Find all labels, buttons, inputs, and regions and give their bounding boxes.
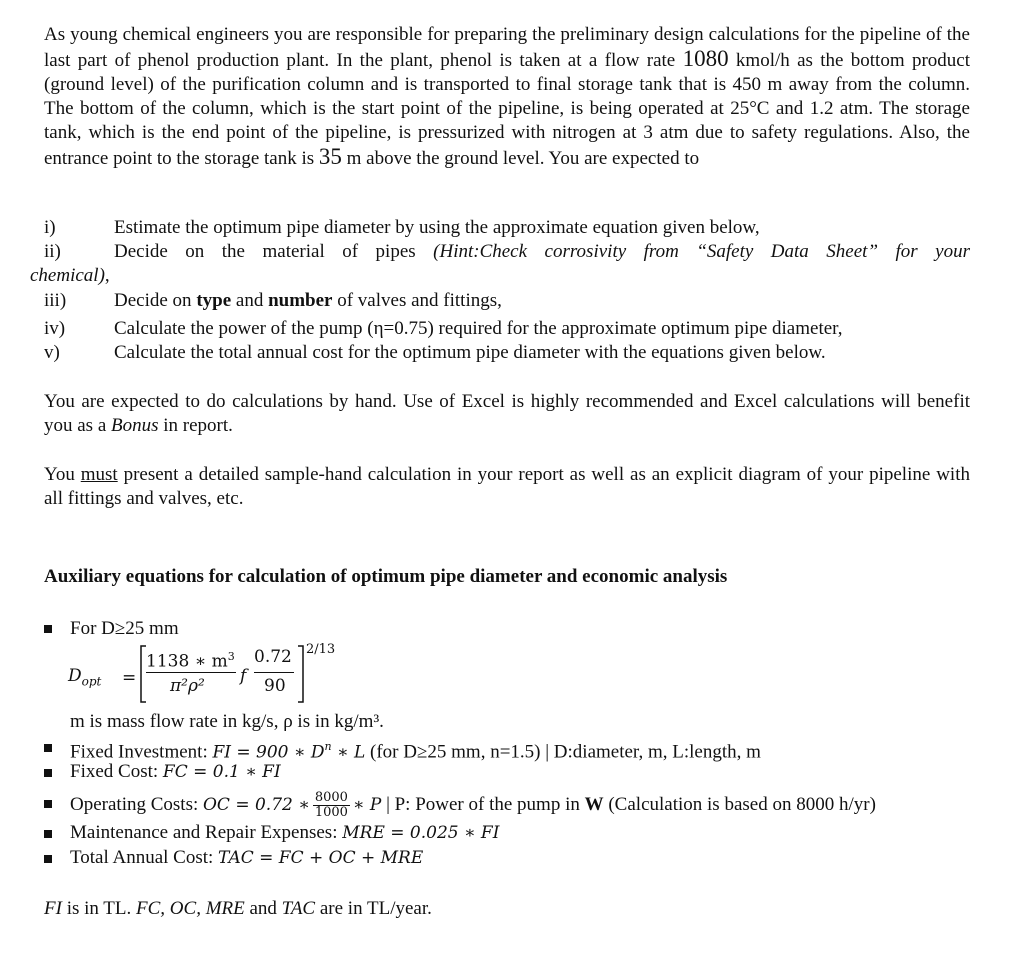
task-ii-continuation — [30, 264, 956, 288]
dopt-symbol — [68, 664, 101, 693]
dopt-subscript: opt — [81, 674, 102, 689]
fraction2-denominator: 90 — [264, 676, 286, 696]
oc-fraction — [313, 791, 350, 820]
dopt-letter: D — [68, 666, 82, 686]
bullet-marker — [44, 769, 52, 777]
task-iv-number: iv) — [44, 318, 66, 339]
task-i-number: i) — [44, 217, 56, 238]
fixed-cost-line — [70, 760, 281, 784]
bullet-marker — [44, 830, 52, 838]
oc-label: Operating Costs: — [70, 793, 203, 815]
task-iv-text: Calculate the power of the pump (η=0.75) required for the approximate optimum pipe diameter, — [114, 318, 843, 339]
task-i — [44, 216, 970, 240]
intro-paragraph — [44, 23, 970, 171]
task-iii-text-c: and — [231, 290, 269, 311]
friction-factor: f — [240, 666, 247, 686]
footer-fi: FI — [44, 898, 62, 919]
numerator-1-text: 1138 ∗ m — [146, 651, 228, 672]
footer-costs: FC, OC, MRE — [136, 898, 245, 919]
oc-denominator: 1000 — [314, 805, 348, 820]
fc-equation: FC = 0.1 ∗ FI — [162, 762, 281, 782]
tac-line — [70, 846, 423, 870]
fraction1-bar — [146, 672, 236, 673]
fc-label: Fixed Cost: — [70, 761, 163, 782]
fi-equation-2: ∗ L — [331, 742, 366, 763]
task-ii-text: Decide on the material of pipes — [114, 241, 434, 262]
dopt-exponent: 2/13 — [306, 642, 336, 657]
oc-note-watt: W — [584, 793, 604, 815]
task-iv — [44, 317, 970, 341]
footer-text-b: is in TL. — [61, 898, 137, 919]
task-iii-text-e: of valves and fittings, — [332, 290, 502, 311]
oc-equation: OC = 0.72 ∗ — [203, 794, 310, 815]
excel-bonus: Bonus — [111, 415, 159, 436]
tac-equation: TAC = FC + OC + MRE — [218, 848, 424, 868]
must-word: must — [80, 464, 118, 485]
flow-rate-value: 1080 — [682, 46, 729, 71]
task-iii-body — [44, 289, 970, 313]
bullet-marker — [44, 744, 52, 752]
excel-text-a: You are expected to do calculations by hand. Use of Excel is highly recommended and Excel calculations will benefit you as a — [44, 391, 970, 436]
oc-numerator: 8000 — [314, 790, 348, 805]
dopt-equation — [66, 640, 426, 704]
dopt-equals: = — [122, 668, 137, 688]
must-text-c: present a detailed sample-hand calculation in your report as well as an explicit diagram of your pipeline with all fittings and valves, etc. — [44, 464, 970, 509]
tac-label: Total Annual Cost: — [70, 847, 219, 868]
footer-text-f: are in TL/year. — [315, 898, 432, 919]
must-paragraph — [44, 463, 970, 511]
intro-text-3: m above the ground level. You are expected to — [341, 148, 700, 169]
oc-note-a: | P: Power of the pump in — [381, 793, 585, 815]
must-text-a: You — [44, 464, 81, 485]
numerator-1-exponent: 3 — [227, 650, 235, 663]
mre-equation: MRE = 0.025 ∗ FI — [342, 823, 500, 843]
excel-paragraph — [44, 390, 970, 438]
mass-note-text: m is mass flow rate in kg/s, ρ is in kg/m³. — [70, 711, 384, 732]
task-ii-number: ii) — [44, 241, 61, 262]
fi-label: Fixed Investment: — [70, 741, 213, 763]
fraction2-bar — [254, 672, 294, 673]
section-heading: Auxiliary equations for calculation of optimum pipe diameter and economic analysis — [44, 566, 728, 587]
operating-cost-line — [70, 791, 876, 820]
bullet-marker — [44, 800, 52, 808]
fi-equation: FI = 900 ∗ D — [212, 742, 325, 763]
bullet-marker — [44, 625, 52, 633]
bullet-for-d: For D≥25 mm — [70, 618, 179, 639]
fi-exponent: n — [324, 740, 332, 753]
oc-note-c: (Calculation is based on 8000 h/yr) — [603, 793, 876, 815]
right-bracket-icon — [296, 644, 306, 704]
task-iii-text-a: Decide on — [114, 290, 197, 311]
fraction1-numerator — [146, 645, 235, 674]
task-i-text: Estimate the optimum pipe diameter by using the approximate equation given below, — [114, 217, 760, 238]
height-value: 35 — [318, 144, 342, 169]
task-iii-number: iii) — [44, 290, 67, 311]
mre-label: Maintenance and Repair Expenses: — [70, 822, 343, 843]
task-v-number: v) — [44, 342, 60, 363]
bullet-marker — [44, 855, 52, 863]
intro-text-1: As young chemical engineers you are responsible for preparing the preliminary design calculations for the pipeline of the last part of phenol production plant. In the plant, phenol is taken at a flow rate — [44, 24, 970, 71]
task-ii-tail: , — [104, 265, 110, 286]
footer-tac: TAC — [281, 898, 316, 919]
task-ii — [44, 240, 970, 264]
task-ii-hint-cont: chemical) — [30, 265, 105, 286]
oc-equation-2: ∗ P — [352, 794, 382, 815]
task-ii-body — [44, 240, 970, 264]
task-iii-number-word: number — [268, 290, 333, 311]
task-iii-type: type — [196, 290, 232, 311]
mre-line — [70, 821, 499, 845]
fi-note: (for D≥25 mm, n=1.5) | D:diameter, m, L:length, m — [365, 741, 761, 763]
task-ii-hint: (Hint:Check corrosivity from “Safety Data Sheet” for your — [433, 241, 970, 262]
fraction1-denominator: π²ρ² — [170, 676, 205, 696]
intro-text-2: kmol/h as the bottom product (ground level) of the purification column and is transported to final storage tank that is 450 m away from the column. The bottom of the column, which is the start point of the pipeline, is being operated at 25°C and 1.2 atm. The storage tank, which is the end point of the pipeline, is pressurized with nitrogen at 3 atm due to safety regulations. Also, the entrance point to the storage tank is — [44, 50, 970, 169]
footer-text-d: and — [244, 898, 282, 919]
fraction2-numerator: 0.72 — [254, 647, 292, 667]
task-iii — [44, 289, 970, 313]
mass-note — [70, 710, 384, 734]
task-v — [44, 341, 970, 365]
task-v-text: Calculate the total annual cost for the optimum pipe diameter with the equations given below. — [114, 342, 826, 363]
excel-text-c: in report. — [158, 415, 233, 436]
units-footer — [44, 897, 432, 921]
